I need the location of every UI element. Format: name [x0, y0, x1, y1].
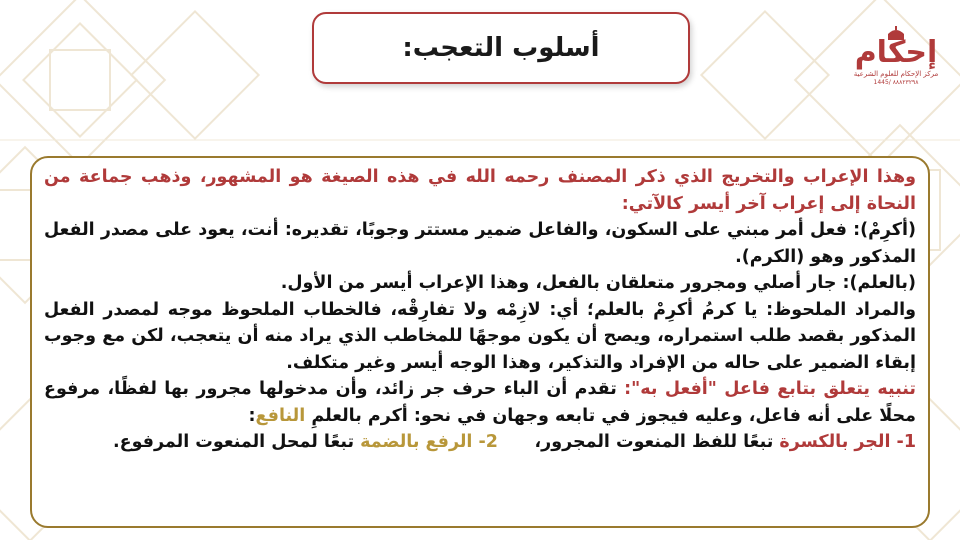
- logo-wordmark: إحكام: [854, 35, 938, 70]
- logo-subtitle: مركز الإحكام للعلوم الشرعية: [853, 70, 939, 78]
- slide-title-box: [312, 12, 690, 84]
- slide-title: أسلوب التعجب:: [402, 33, 600, 63]
- note-colon: :: [248, 405, 256, 426]
- option-raf-text: تبعًا لمحل المنعوت المرفوع.: [112, 432, 361, 452]
- note-example-word: النافع: [255, 405, 306, 426]
- paragraph-akrim: (أكرِمْ): فعل أمر مبني على السكون، والفاعل ضمير مستتر وجوبًا، تقديره: أنت، يعود على مصدر الفعل المذكور وهو (الكرم).: [44, 220, 916, 267]
- paragraph-options: [44, 429, 916, 456]
- note-heading: تنبيه يتعلق بتابع فاعل "أفعل به":: [624, 379, 916, 399]
- ihkam-logo: [850, 26, 942, 94]
- paragraph-meaning: والمراد الملحوظ: يا كرمُ أكرِمْ بالعلم؛ أي: لازِمْه ولا تفارِقْه، فالخطاب الملحوظ موجه لمصدر الفعل المذكور بقصد طلب استمراره، ويصح أن يكون موجهًا للمخاطب الذي يراد منه أن يتعجب، لكن مع وجوب إبقاء الضمير على حاله من الإفراد والتذكير، وهذا الوجه أيسر وغير متكلف.: [44, 299, 916, 373]
- option-jarr: 1- الجر بالكسرة: [779, 432, 916, 452]
- note-body: تقدم أن الباء حرف جر زائد، وأن مدخولها مجرور بها لفظًا، مرفوع محلًا على أنه فاعل، وعليه فيجوز في تابعه وجهان في نحو: أكرم بالعلمِ: [44, 379, 916, 426]
- paragraph-note: [44, 376, 916, 429]
- option-jarr-text: تبعًا للفظ المنعوت المجرور،: [497, 432, 780, 452]
- paragraph-intro: وهذا الإعراب والتخريج الذي ذكر المصنف رحمه الله في هذه الصيغة هو المشهور، وذهب جماعة من النحاة إلى إعراب آخر أيسر كالآتي:: [44, 167, 916, 214]
- lesson-content-box: [30, 156, 930, 528]
- option-raf: 2- الرفع بالضمة: [360, 432, 498, 452]
- logo-tagline: 1445/ ٨٨٨٢٣٢٩٨: [873, 79, 919, 86]
- paragraph-bil-ilm: (بالعلم): جار أصلي ومجرور متعلقان بالفعل، وهذا الإعراب أيسر من الأول.: [280, 273, 916, 293]
